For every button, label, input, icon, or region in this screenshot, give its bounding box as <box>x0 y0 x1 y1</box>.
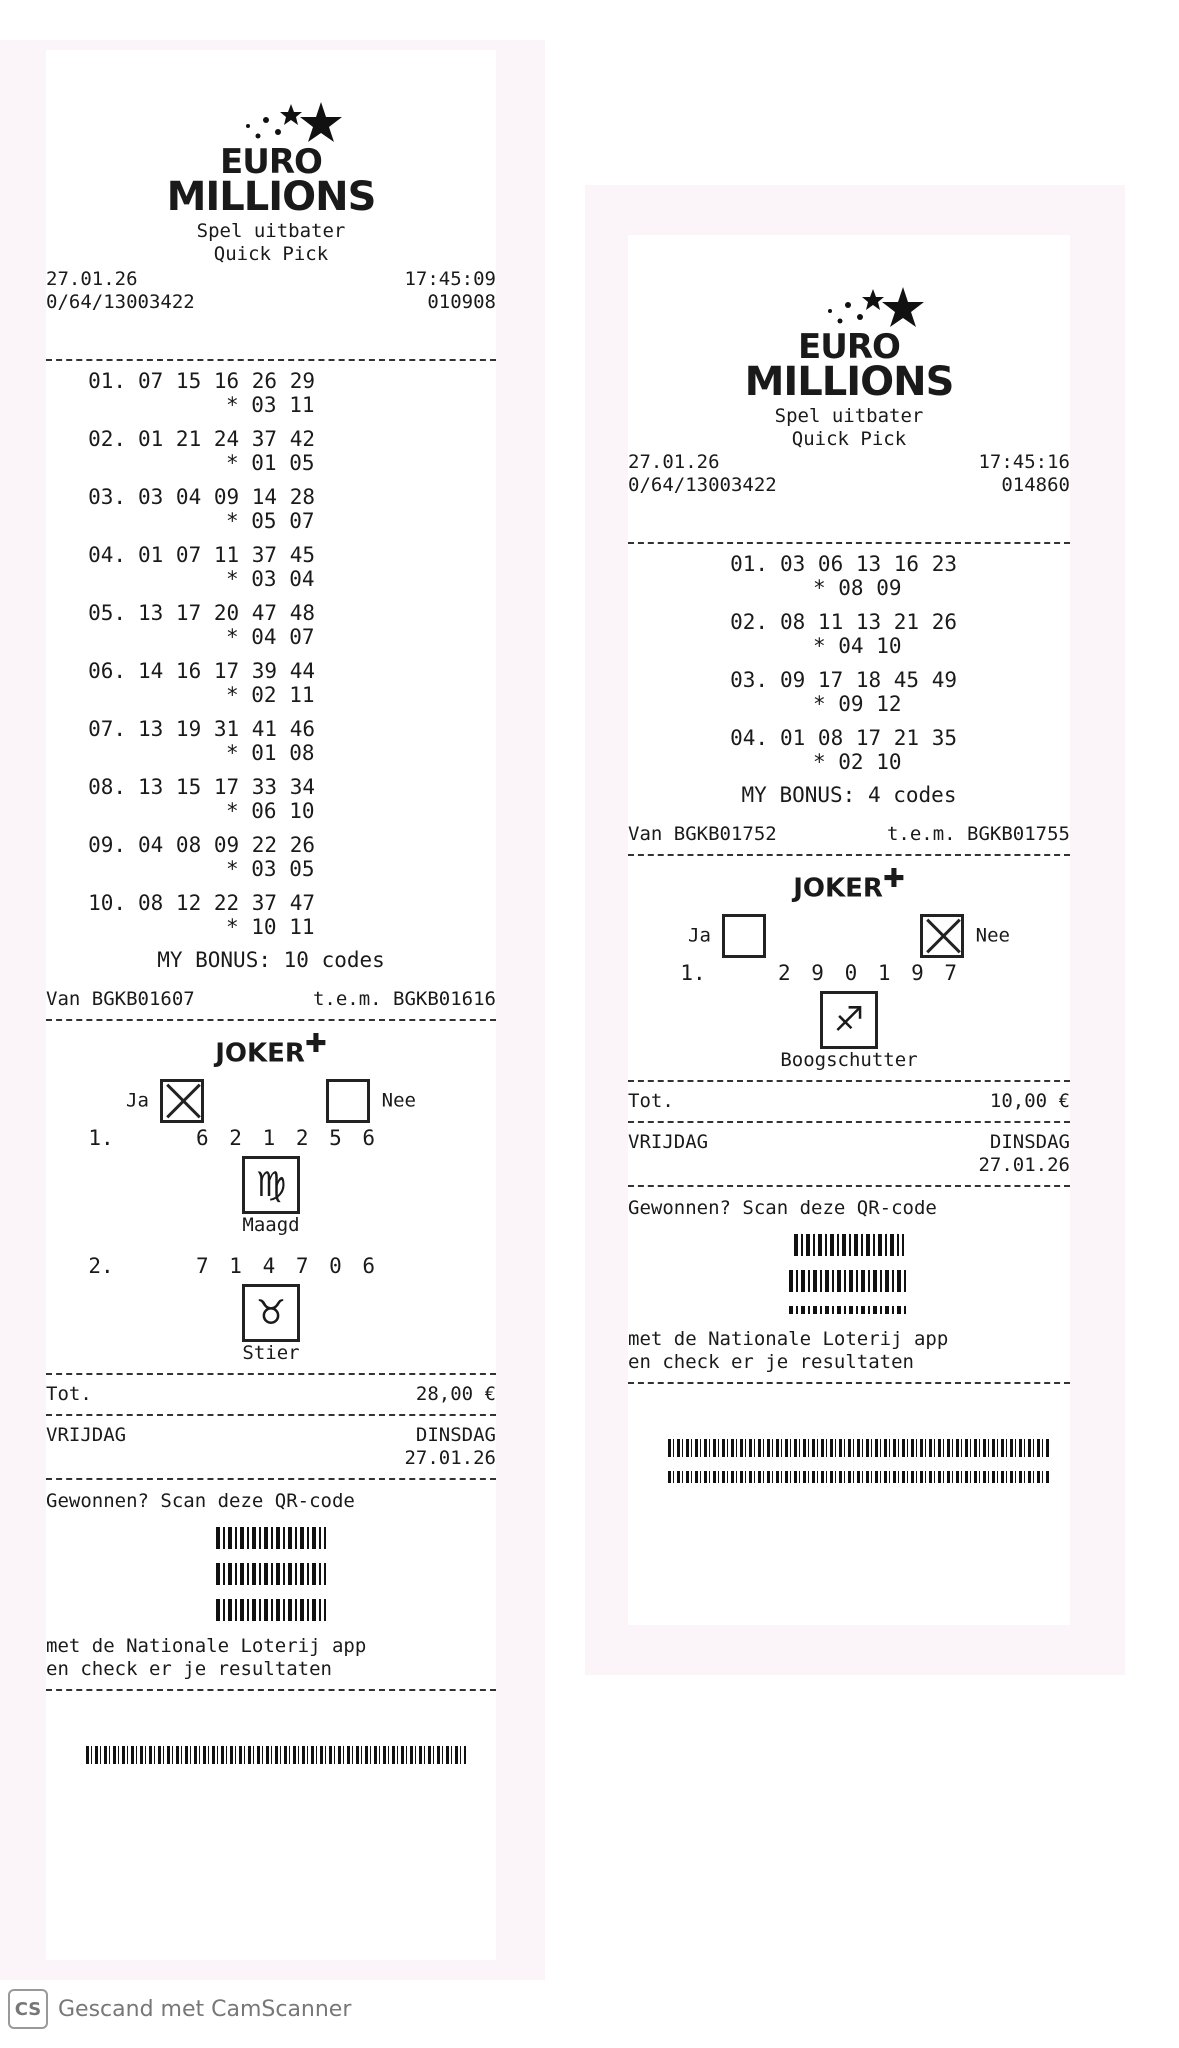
logo-line2: MILLIONS <box>744 359 954 405</box>
line-stars: * 01 05 <box>226 451 315 475</box>
divider <box>628 1185 1070 1187</box>
receipt-2 <box>628 235 1070 1625</box>
divider <box>628 1080 1070 1082</box>
range-to: t.e.m. BGKB01755 <box>886 823 1070 845</box>
ticket-ref: 0/64/13003422 <box>628 474 777 496</box>
header-line1: Spel uitbater <box>774 405 924 427</box>
joker-ja <box>126 1079 204 1123</box>
number-lines <box>628 552 1070 774</box>
joker-ja-label: Ja <box>126 1089 149 1112</box>
draw-date: 27.01.26 <box>404 1446 496 1469</box>
line-numbers: 01 07 11 37 45 <box>138 543 316 567</box>
line-index: 01. <box>88 369 126 393</box>
divider <box>628 542 1070 544</box>
qr-code <box>789 1270 909 1292</box>
qr-code <box>794 1234 904 1256</box>
line-numbers: 13 19 31 41 46 <box>138 717 316 741</box>
app-line2: en check er je resultaten <box>46 1657 332 1680</box>
bonus-codes: MY BONUS: 10 codes <box>157 948 385 972</box>
divider <box>46 1689 496 1691</box>
line-stars: * 04 10 <box>813 634 902 658</box>
header-line2: Quick Pick <box>791 428 907 450</box>
line-stars: * 04 07 <box>226 625 315 649</box>
barcode <box>668 1471 1050 1483</box>
line-numbers: 14 16 17 39 44 <box>138 659 316 683</box>
camscanner-logo: CS <box>8 1989 48 2029</box>
camscanner-text: Gescand met CamScanner <box>58 1996 352 2022</box>
header-line2: Quick Pick <box>213 243 329 265</box>
line-index: 07. <box>88 717 126 741</box>
number-lines <box>46 369 496 939</box>
line-numbers: 08 12 22 37 47 <box>138 891 316 915</box>
joker-label: JOKER <box>793 873 883 904</box>
line-stars: * 09 12 <box>813 692 902 716</box>
barcode <box>668 1439 1050 1457</box>
qr-code <box>216 1527 326 1549</box>
checkbox-empty-icon <box>326 1079 370 1123</box>
joker-digits: 2 9 0 1 9 7 <box>778 960 962 985</box>
bull-icon: ♉ <box>242 1284 300 1342</box>
divider <box>628 1382 1070 1384</box>
won-prompt: Gewonnen? Scan deze QR-code <box>46 1489 355 1512</box>
camscanner-watermark <box>8 1990 351 2028</box>
bonus-codes: MY BONUS: 4 codes <box>741 783 957 807</box>
line-stars: * 05 07 <box>226 509 315 533</box>
receipt-1 <box>46 50 496 1960</box>
ticket-ref: 0/64/13003422 <box>46 291 195 313</box>
divider <box>628 854 1070 856</box>
joker-nee <box>920 914 1010 958</box>
line-numbers: 08 11 13 21 26 <box>780 610 958 634</box>
line-stars: * 10 11 <box>226 915 315 939</box>
line-index: 03. <box>730 668 768 692</box>
divider <box>46 1373 496 1375</box>
range-from: Van BGKB01607 <box>46 988 195 1010</box>
won-prompt: Gewonnen? Scan deze QR-code <box>628 1196 937 1219</box>
ticket-date: 27.01.26 <box>46 268 138 290</box>
line-stars: * 02 11 <box>226 683 315 707</box>
virgo-icon: ♍ <box>242 1156 300 1214</box>
joker-nee-label: Nee <box>381 1089 416 1112</box>
divider <box>46 1019 496 1021</box>
joker-ja-label: Ja <box>688 924 711 947</box>
ticket-time: 17:45:16 <box>978 451 1070 473</box>
archer-icon: ♐ <box>820 991 878 1049</box>
line-numbers: 01 21 24 37 42 <box>138 427 316 451</box>
qr-code <box>789 1306 909 1314</box>
ticket-date: 27.01.26 <box>628 451 720 473</box>
total-label: Tot. <box>46 1382 92 1405</box>
line-stars: * 02 10 <box>813 750 902 774</box>
logo-line1: EURO <box>220 142 322 182</box>
logo-line2: MILLIONS <box>166 174 376 220</box>
line-index: 01. <box>730 552 768 576</box>
joker-digits: 7 1 4 7 0 6 <box>196 1253 380 1278</box>
line-numbers: 01 08 17 21 35 <box>780 726 958 750</box>
line-index: 08. <box>88 775 126 799</box>
draw-to: DINSDAG <box>989 1130 1070 1153</box>
line-numbers: 04 08 09 22 26 <box>138 833 316 857</box>
joker-row-index: 1. <box>88 1125 114 1150</box>
line-stars: * 03 11 <box>226 393 315 417</box>
line-index: 10. <box>88 891 126 915</box>
qr-code <box>216 1563 326 1585</box>
joker-title <box>46 1029 496 1069</box>
plus-icon: ✚ <box>882 864 905 894</box>
line-numbers: 09 17 18 45 49 <box>780 668 958 692</box>
joker-row-index: 2. <box>88 1253 114 1278</box>
line-numbers: 13 17 20 47 48 <box>138 601 316 625</box>
line-numbers: 07 15 16 26 29 <box>138 369 316 393</box>
joker-nee <box>326 1079 416 1123</box>
line-stars: * 06 10 <box>226 799 315 823</box>
line-numbers: 13 15 17 33 34 <box>138 775 316 799</box>
joker-row-index: 1. <box>680 960 706 985</box>
logo-line1: EURO <box>798 327 900 367</box>
total-label: Tot. <box>628 1089 674 1112</box>
line-index: 04. <box>730 726 768 750</box>
app-line1: met de Nationale Loterij app <box>628 1327 949 1350</box>
ticket-time: 17:45:09 <box>404 268 496 290</box>
line-index: 02. <box>88 427 126 451</box>
joker-digits: 6 2 1 2 5 6 <box>196 1125 380 1150</box>
line-index: 06. <box>88 659 126 683</box>
line-index: 05. <box>88 601 126 625</box>
ticket-code: 014860 <box>1001 474 1070 496</box>
range-to: t.e.m. BGKB01616 <box>312 988 496 1010</box>
line-stars: * 01 08 <box>226 741 315 765</box>
checkbox-empty-icon <box>722 914 766 958</box>
divider <box>46 359 496 361</box>
divider <box>46 1414 496 1416</box>
sign-label: Stier <box>242 1341 300 1364</box>
qr-code <box>216 1599 326 1621</box>
header-line1: Spel uitbater <box>196 220 346 242</box>
euromillions-logo <box>628 235 1070 405</box>
line-numbers: 03 06 13 16 23 <box>780 552 958 576</box>
draw-from: VRIJDAG <box>628 1130 709 1153</box>
checkbox-checked-icon <box>160 1079 204 1123</box>
draw-date: 27.01.26 <box>978 1153 1070 1176</box>
line-index: 04. <box>88 543 126 567</box>
line-index: 03. <box>88 485 126 509</box>
ticket-code: 010908 <box>427 291 496 313</box>
joker-nee-label: Nee <box>975 924 1010 947</box>
divider <box>46 1478 496 1480</box>
line-numbers: 03 04 09 14 28 <box>138 485 316 509</box>
range-from: Van BGKB01752 <box>628 823 777 845</box>
euromillions-logo <box>46 50 496 220</box>
line-stars: * 08 09 <box>813 576 902 600</box>
app-line2: en check er je resultaten <box>628 1350 914 1373</box>
sign-label: Boogschutter <box>780 1048 918 1071</box>
joker-title <box>628 864 1070 904</box>
joker-ja <box>688 914 766 958</box>
line-stars: * 03 04 <box>226 567 315 591</box>
barcode <box>86 1746 466 1764</box>
line-stars: * 03 05 <box>226 857 315 881</box>
checkbox-checked-icon <box>920 914 964 958</box>
joker-label: JOKER <box>215 1038 305 1069</box>
divider <box>628 1121 1070 1123</box>
line-index: 02. <box>730 610 768 634</box>
draw-to: DINSDAG <box>415 1423 496 1446</box>
total-amount: 10,00 € <box>989 1089 1070 1112</box>
sign-label: Maagd <box>242 1213 300 1236</box>
total-amount: 28,00 € <box>415 1382 496 1405</box>
app-line1: met de Nationale Loterij app <box>46 1634 367 1657</box>
plus-icon: ✚ <box>304 1029 327 1059</box>
line-index: 09. <box>88 833 126 857</box>
draw-from: VRIJDAG <box>46 1423 127 1446</box>
